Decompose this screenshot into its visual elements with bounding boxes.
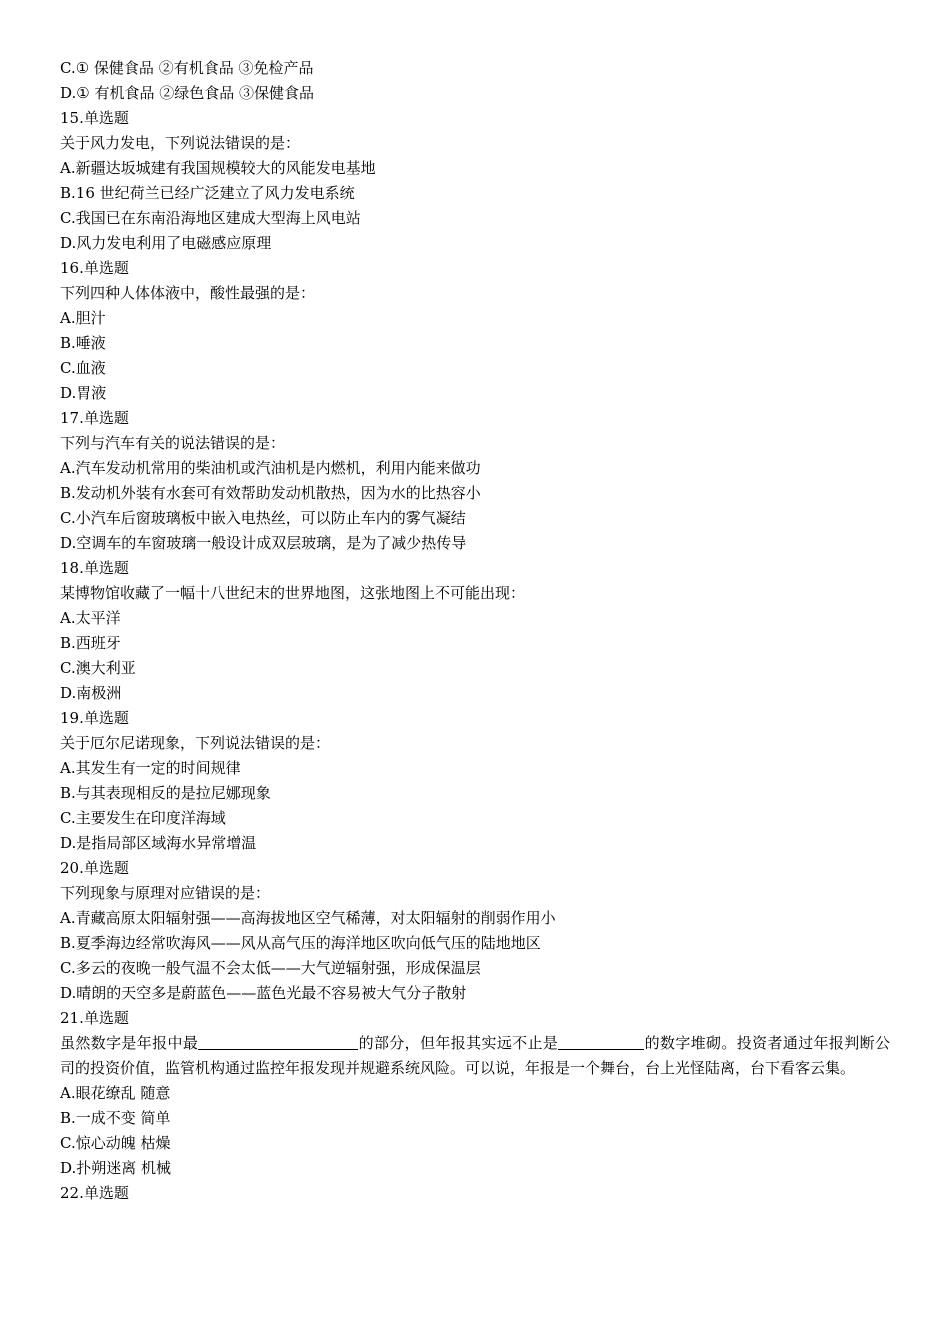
option-c: C.我国已在东南沿海地区建成大型海上风电站: [60, 209, 361, 227]
stem-text-1: 虽然数字是年报中最: [60, 1034, 199, 1052]
option-b: B.夏季海边经常吹海风——风从高气压的海洋地区吹向低气压的陆地地区: [60, 934, 541, 952]
question-stem: 关于风力发电，下列说法错误的是：: [60, 134, 301, 152]
option-d: D.是指局部区域海水异常增温: [60, 834, 257, 852]
option-b: B.发动机外装有水套可有效帮助发动机散热，因为水的比热容小: [60, 484, 481, 502]
question-stem: [60, 1031, 890, 1081]
option-c: C.澳大利亚: [60, 659, 136, 677]
option-c-prev: C.① 保健食品 ②有机食品 ③免检产品: [60, 59, 314, 77]
question-20: [60, 856, 890, 1006]
option-b: B.唾液: [60, 334, 106, 352]
question-16: [60, 256, 890, 406]
question-17: [60, 406, 890, 556]
fill-blank-1: [198, 1033, 358, 1050]
stem-text-2: 的部分，但年报其实远不止是: [358, 1034, 559, 1052]
question-stem: 下列四种人体体液中，酸性最强的是：: [60, 284, 316, 302]
question-stem: 某博物馆收藏了一幅十八世纪末的世界地图，这张地图上不可能出现：: [60, 584, 526, 602]
option-d: D.风力发电利用了电磁感应原理: [60, 234, 272, 252]
option-a: A.青藏高原太阳辐射强——高海拔地区空气稀薄，对太阳辐射的削弱作用小: [60, 909, 556, 927]
option-c: C.多云的夜晚一般气温不会太低——大气逆辐射强，形成保温层: [60, 959, 481, 977]
option-a: A.眼花缭乱 随意: [60, 1084, 171, 1102]
option-d: D.胃液: [60, 384, 107, 402]
question-number: 22.单选题: [60, 1184, 129, 1202]
fill-blank-2: [558, 1033, 644, 1050]
question-number: 16.单选题: [60, 259, 129, 277]
question-number: 19.单选题: [60, 709, 129, 727]
question-number: 18.单选题: [60, 559, 129, 577]
option-d: D.晴朗的天空多是蔚蓝色——蓝色光最不容易被大气分子散射: [60, 984, 467, 1002]
question-number: 20.单选题: [60, 859, 129, 877]
option-a: A.汽车发动机常用的柴油机或汽油机是内燃机，利用内能来做功: [60, 459, 481, 477]
option-b: B.与其表现相反的是拉尼娜现象: [60, 784, 271, 802]
option-d-prev: D.① 有机食品 ②绿色食品 ③保健食品: [60, 84, 315, 102]
question-15: [60, 106, 890, 256]
option-a: A.太平洋: [60, 609, 121, 627]
stem-text-3: 的数字堆砌。投资者通过年报判断公司的投资价值，监管机构通过监控年报发现并规避系统风险。可以说，年报是一个舞台，台上光怪陆离，台下看客云集。: [60, 1034, 890, 1077]
option-a: A.胆汁: [60, 309, 106, 327]
question-stem: 下列现象与原理对应错误的是：: [60, 884, 271, 902]
option-b: B.一成不变 简单: [60, 1109, 171, 1127]
option-d: D.扑朔迷离 机械: [60, 1159, 172, 1177]
option-c: C.血液: [60, 359, 106, 377]
option-d: D.南极洲: [60, 684, 122, 702]
question-21: [60, 1006, 890, 1181]
question-number: 15.单选题: [60, 109, 129, 127]
option-c: C.惊心动魄 枯燥: [60, 1134, 171, 1152]
document-page: [60, 56, 890, 1206]
option-c: C.主要发生在印度洋海域: [60, 809, 226, 827]
option-a: A.新疆达坂城建有我国规模较大的风能发电基地: [60, 159, 376, 177]
option-b: B.16 世纪荷兰已经广泛建立了风力发电系统: [60, 184, 355, 202]
question-number: 17.单选题: [60, 409, 129, 427]
option-d: D.空调车的车窗玻璃一般设计成双层玻璃，是为了减少热传导: [60, 534, 467, 552]
option-b: B.西班牙: [60, 634, 121, 652]
question-number: 21.单选题: [60, 1009, 129, 1027]
question-19: [60, 706, 890, 856]
question-stem: 关于厄尔尼诺现象，下列说法错误的是：: [60, 734, 331, 752]
option-c: C.小汽车后窗玻璃板中嵌入电热丝，可以防止车内的雾气凝结: [60, 509, 466, 527]
question-stem: 下列与汽车有关的说法错误的是：: [60, 434, 286, 452]
question-22: [60, 1181, 890, 1206]
question-18: [60, 556, 890, 706]
option-a: A.其发生有一定的时间规律: [60, 759, 241, 777]
